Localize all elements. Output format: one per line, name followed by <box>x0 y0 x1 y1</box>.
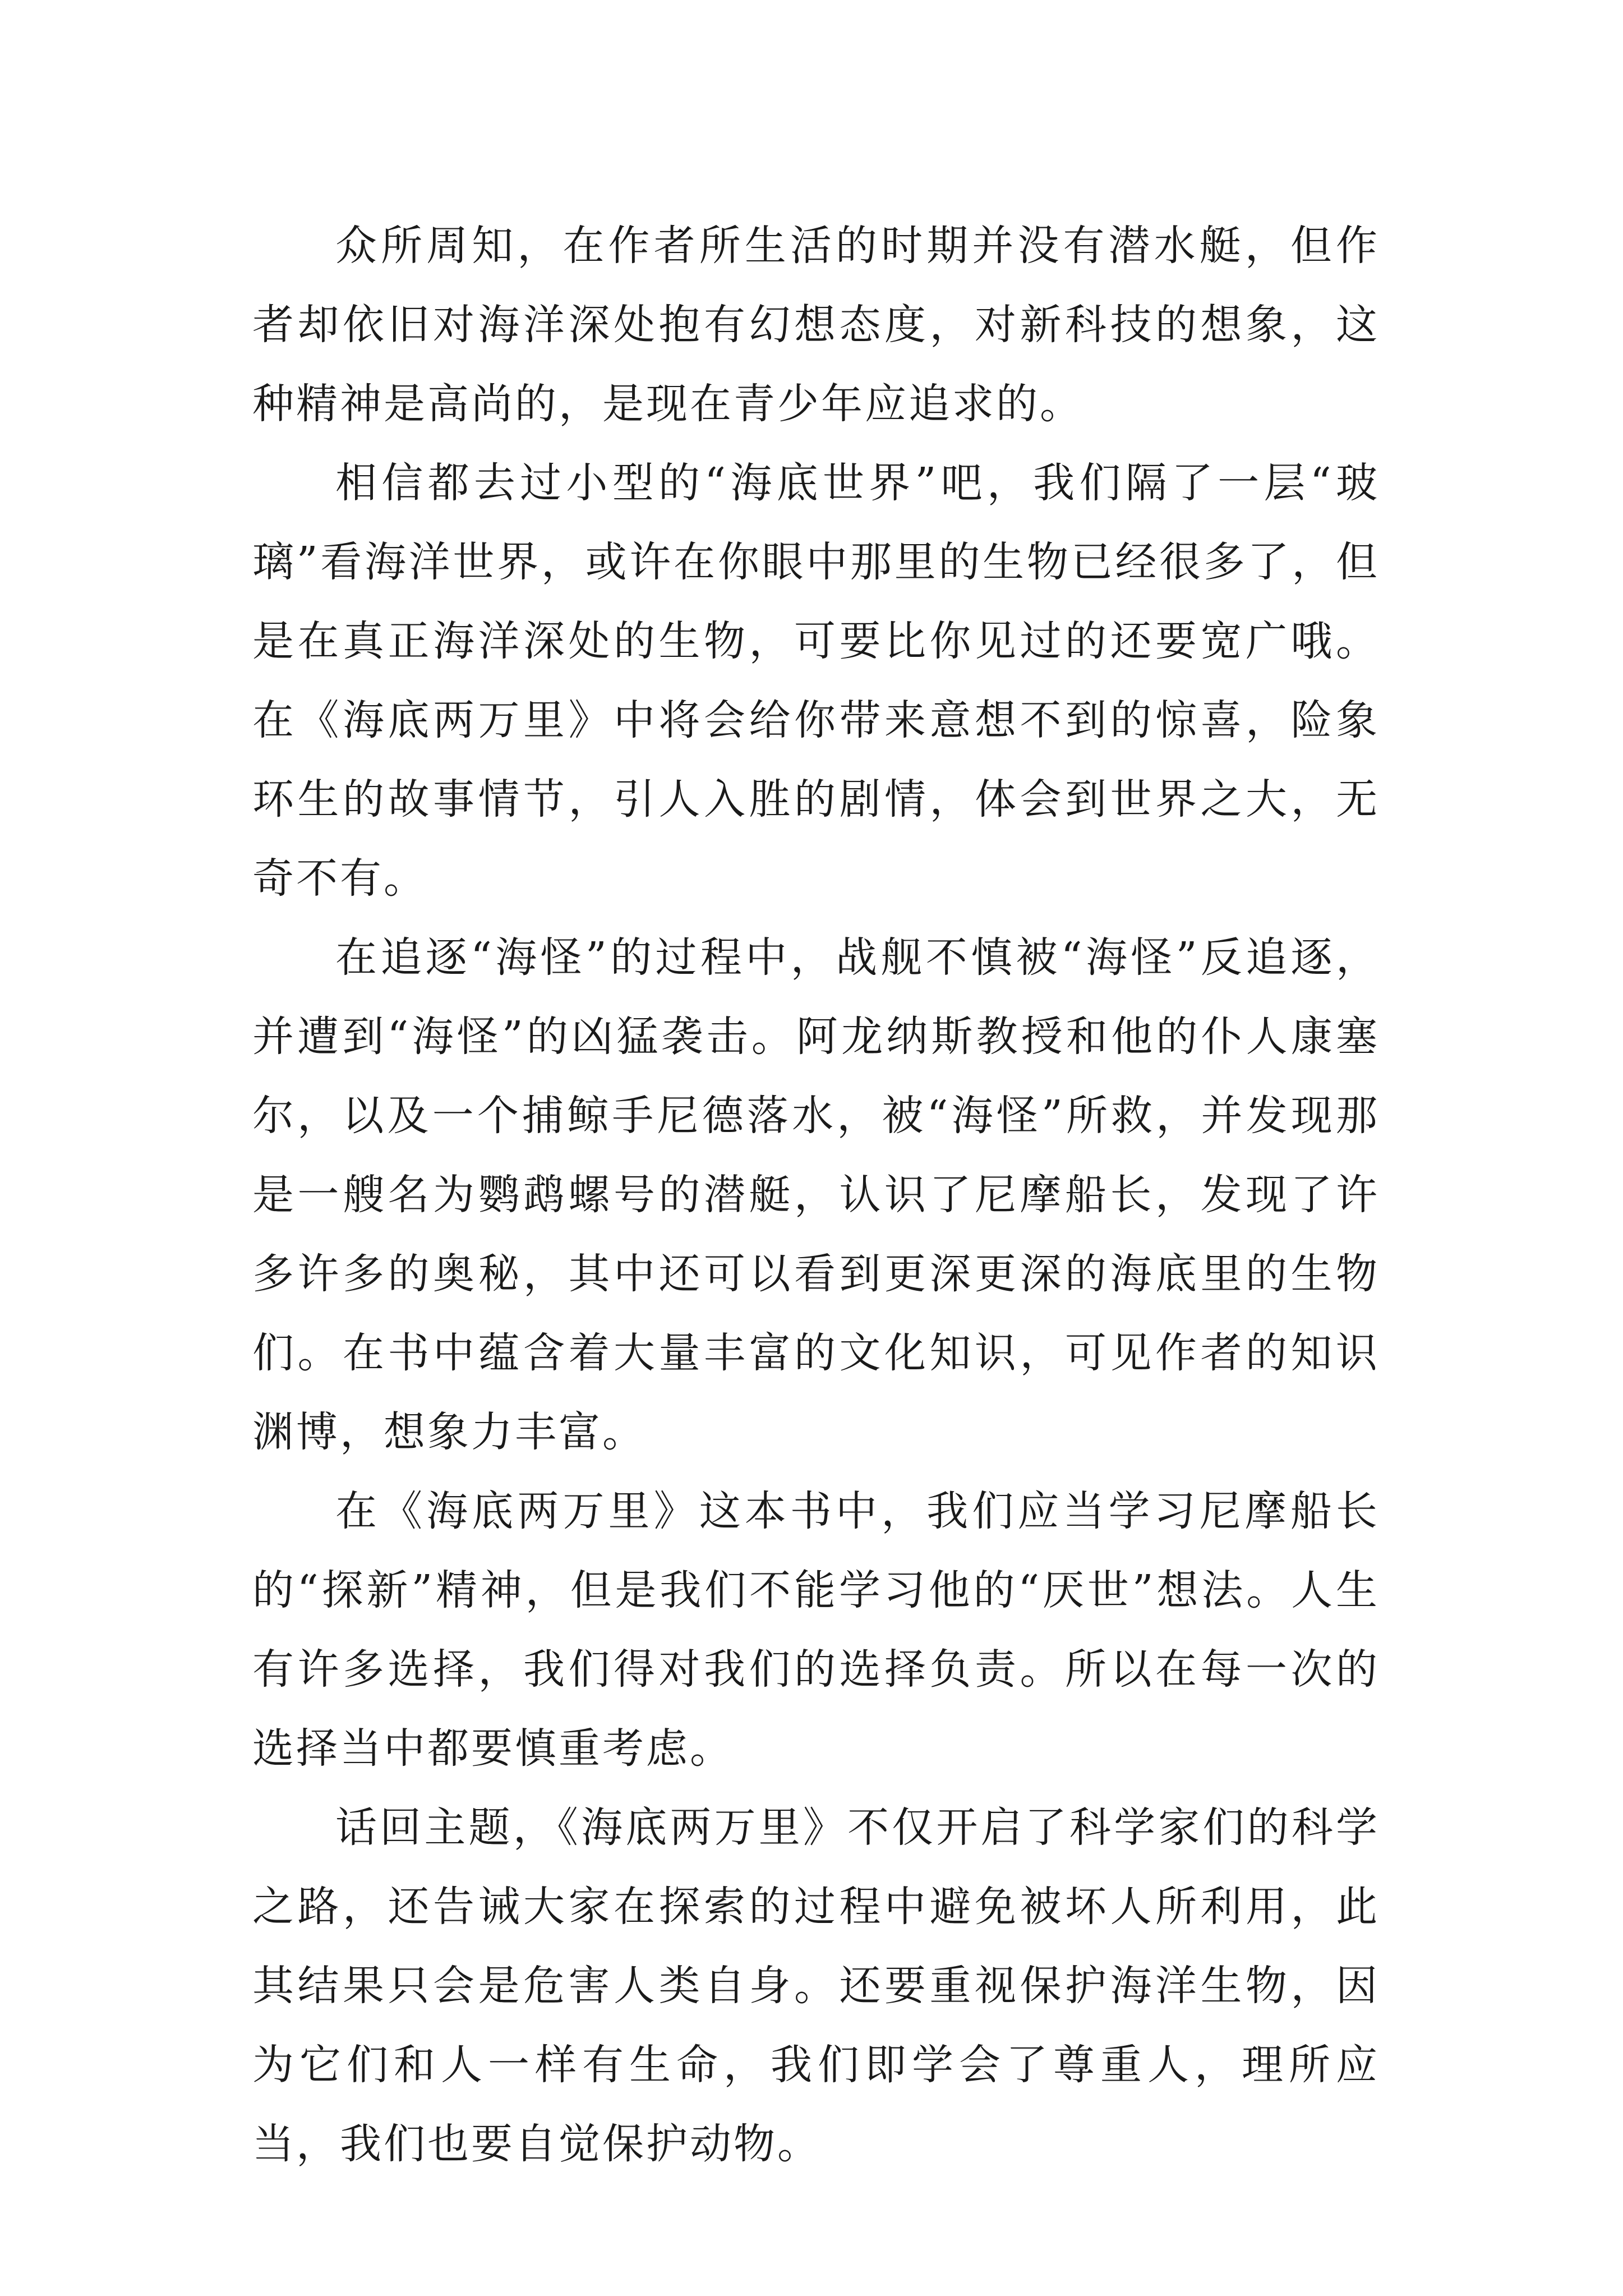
paragraph: 话回主题，《海底两万里》不仅开启了科学家们的科学之路，还告诫大家在探索的过程中避免被坏人所利用，此其结果只会是危害人类自身。还要重视保护海洋生物，因为它们和人一样有生命，我们即学会了尊重人，理所应当，我们也要自觉保护动物。 <box>252 1803 1380 2168</box>
paragraph: 在追逐“海怪”的过程中，战舰不慎被“海怪”反追逐，并遭到“海怪”的凶猛袭击。阿龙纳斯教授和他的仆人康塞尔，以及一个捕鲸手尼德落水，被“海怪”所救，并发现那是一艘名为鹦鹉螺号的潜艇，认识了尼摩船长，发现了许多许多的奥秘，其中还可以看到更深更深的海底里的生物们。在书中蕴含着大量丰富的文化知识，可见作者的知识渊博，想象力丰富。 <box>252 933 1380 1456</box>
paragraph: 众所周知，在作者所生活的时期并没有潜水艇，但作者却依旧对海洋深处抱有幻想态度，对新科技的想象，这种精神是高尚的，是现在青少年应追求的。 <box>252 222 1380 428</box>
document-body <box>252 206 1380 2184</box>
paragraph: 在《海底两万里》这本书中，我们应当学习尼摩船长的“探新”精神，但是我们不能学习他的“厌世”想法。人生有许多选择，我们得对我们的选择负责。所以在每一次的选择当中都要慎重考虑。 <box>252 1487 1380 1773</box>
paragraph: 相信都去过小型的“海底世界”吧，我们隔了一层“玻璃”看海洋世界，或许在你眼中那里的生物已经很多了，但是在真正海洋深处的生物，可要比你见过的还要宽广哦。在《海底两万里》中将会给你带来意想不到的惊喜，险象环生的故事情节，引人入胜的剧情，体会到世界之大，无奇不有。 <box>252 459 1380 903</box>
